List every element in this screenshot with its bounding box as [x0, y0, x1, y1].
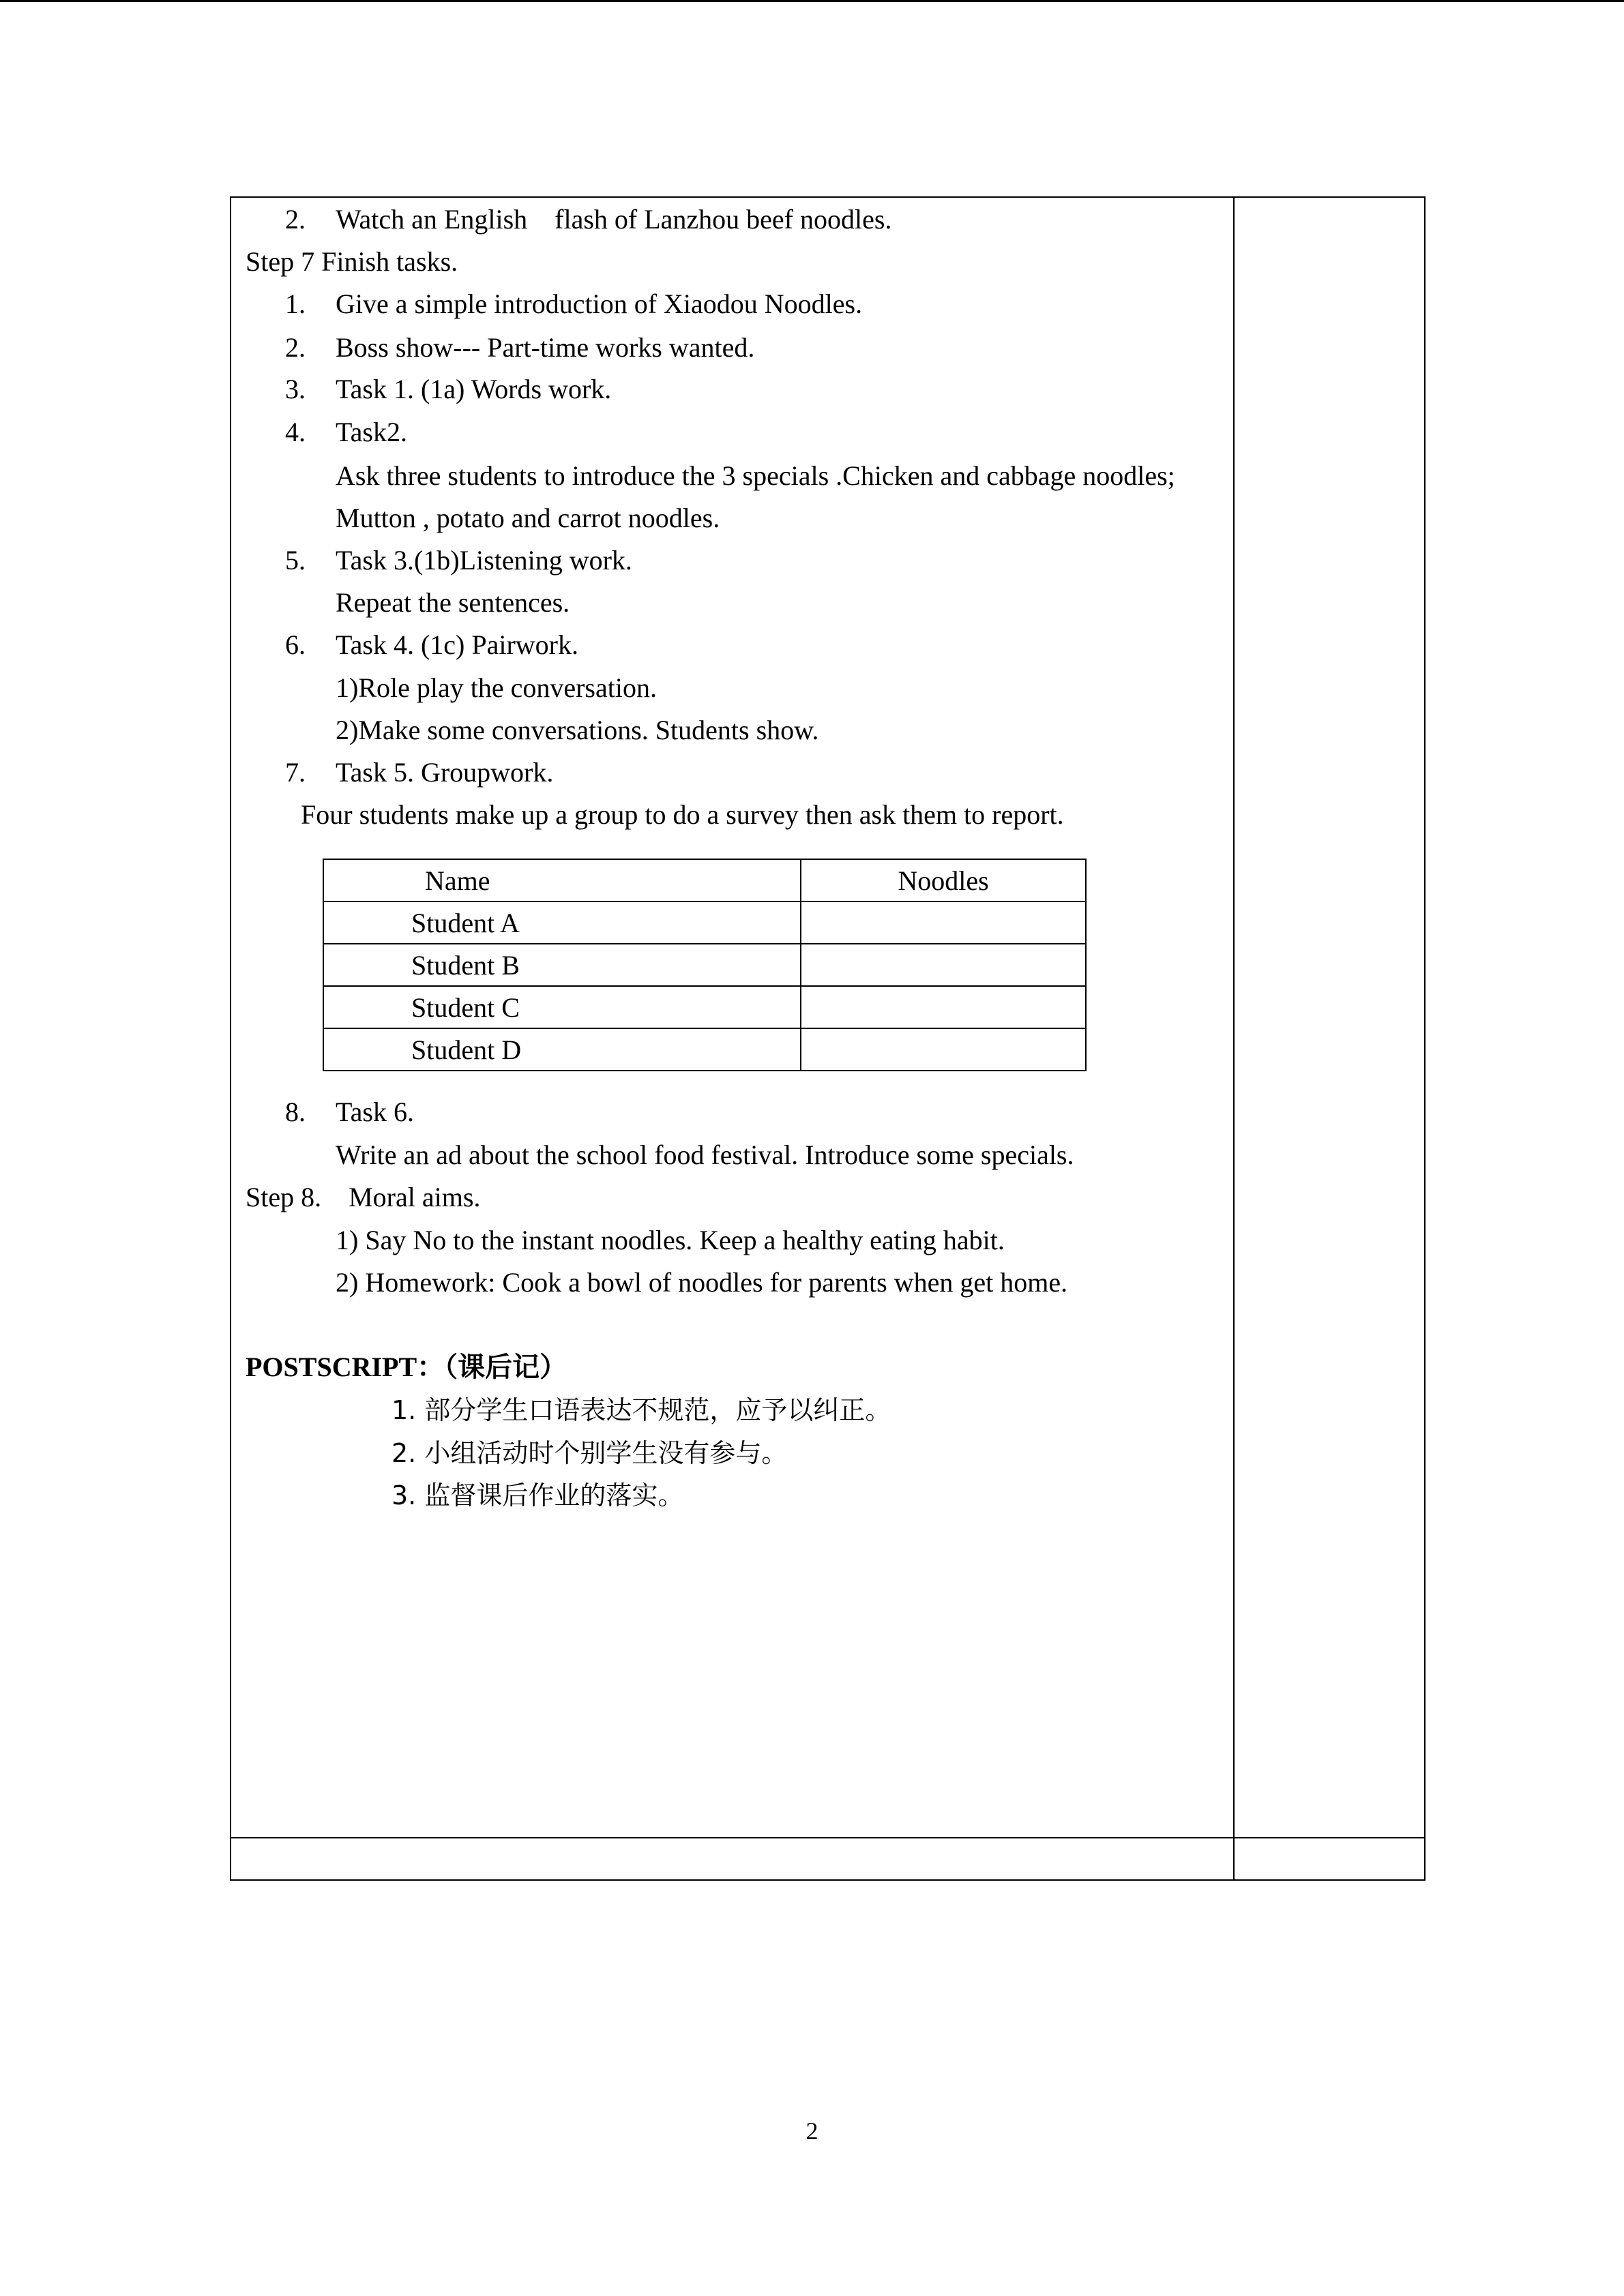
task5-detail: Four students make up a group to do a survey then ask them to report.: [301, 799, 1064, 830]
moral-aim: 1) Say No to the instant noodles. Keep a healthy eating habit.: [336, 1225, 1005, 1255]
list-item-text: Boss show--- Part-time works wanted.: [336, 332, 755, 363]
list-item-text: Watch an English flash of Lanzhou beef noodles.: [336, 204, 892, 235]
list-number: 5.: [285, 545, 306, 576]
moral-aim: 2) Homework: Cook a bowl of noodles for parents when get home.: [336, 1267, 1068, 1298]
table-cell: Student A: [323, 901, 801, 944]
table-cell: [801, 901, 1086, 944]
step-8-heading: Step 8. Moral aims.: [246, 1182, 481, 1212]
survey-table: [323, 859, 1087, 1071]
postscript-note: 3. 监督课后作业的落实。: [392, 1480, 684, 1510]
postscript-label: POSTSCRIPT：（课后记）: [246, 1352, 567, 1382]
table-header-row: [323, 859, 1086, 901]
list-number: 7.: [285, 757, 306, 788]
task4-detail: 1)Role play the conversation.: [336, 672, 657, 703]
right-column-divider: [1233, 198, 1235, 1879]
table-cell: Student D: [323, 1028, 801, 1071]
task6-detail: Write an ad about the school food festival. Introduce some specials.: [336, 1139, 1074, 1170]
table-cell: Student B: [323, 944, 801, 986]
task2-detail: Ask three students to introduce the 3 specials .Chicken and cabbage noodles;: [336, 460, 1175, 491]
table-row: [323, 986, 1086, 1028]
list-item-text: Task 3.(1b)Listening work.: [336, 545, 632, 576]
task3-detail: Repeat the sentences.: [336, 587, 570, 618]
table-cell: [801, 986, 1086, 1028]
table-cell: [801, 944, 1086, 986]
list-item-text: Task 6.: [336, 1097, 414, 1127]
list-number: 4.: [285, 417, 306, 447]
top-border-rule: [0, 0, 1624, 2]
bottom-row-divider: [231, 1837, 1424, 1838]
list-number: 2.: [285, 332, 306, 363]
list-item-text: Give a simple introduction of Xiaodou Noodles.: [336, 288, 863, 319]
list-number: 3.: [285, 374, 306, 404]
table-cell: [801, 1028, 1086, 1071]
list-number: 2.: [285, 204, 306, 235]
postscript-note: 1. 部分学生口语表达不规范，应予以纠正。: [392, 1395, 891, 1425]
step-7-heading: Step 7 Finish tasks.: [246, 246, 458, 277]
list-item-text: Task 1. (1a) Words work.: [336, 374, 612, 404]
table-row: [323, 901, 1086, 944]
table-row: [323, 1028, 1086, 1071]
task2-detail: Mutton , potato and carrot noodles.: [336, 503, 720, 533]
table-header: Name: [323, 859, 801, 901]
table-row: [323, 944, 1086, 986]
list-number: 1.: [285, 288, 306, 319]
postscript-note: 2. 小组活动时个别学生没有参与。: [392, 1438, 788, 1468]
list-number: 8.: [285, 1097, 306, 1127]
page-number: 2: [806, 2117, 818, 2145]
list-item-text: Task2.: [336, 417, 407, 447]
task4-detail: 2)Make some conversations. Students show.: [336, 715, 819, 745]
table-header: Noodles: [801, 859, 1086, 901]
list-item-text: Task 5. Groupwork.: [336, 757, 554, 788]
list-number: 6.: [285, 629, 306, 660]
list-item-text: Task 4. (1c) Pairwork.: [336, 629, 578, 660]
table-cell: Student C: [323, 986, 801, 1028]
